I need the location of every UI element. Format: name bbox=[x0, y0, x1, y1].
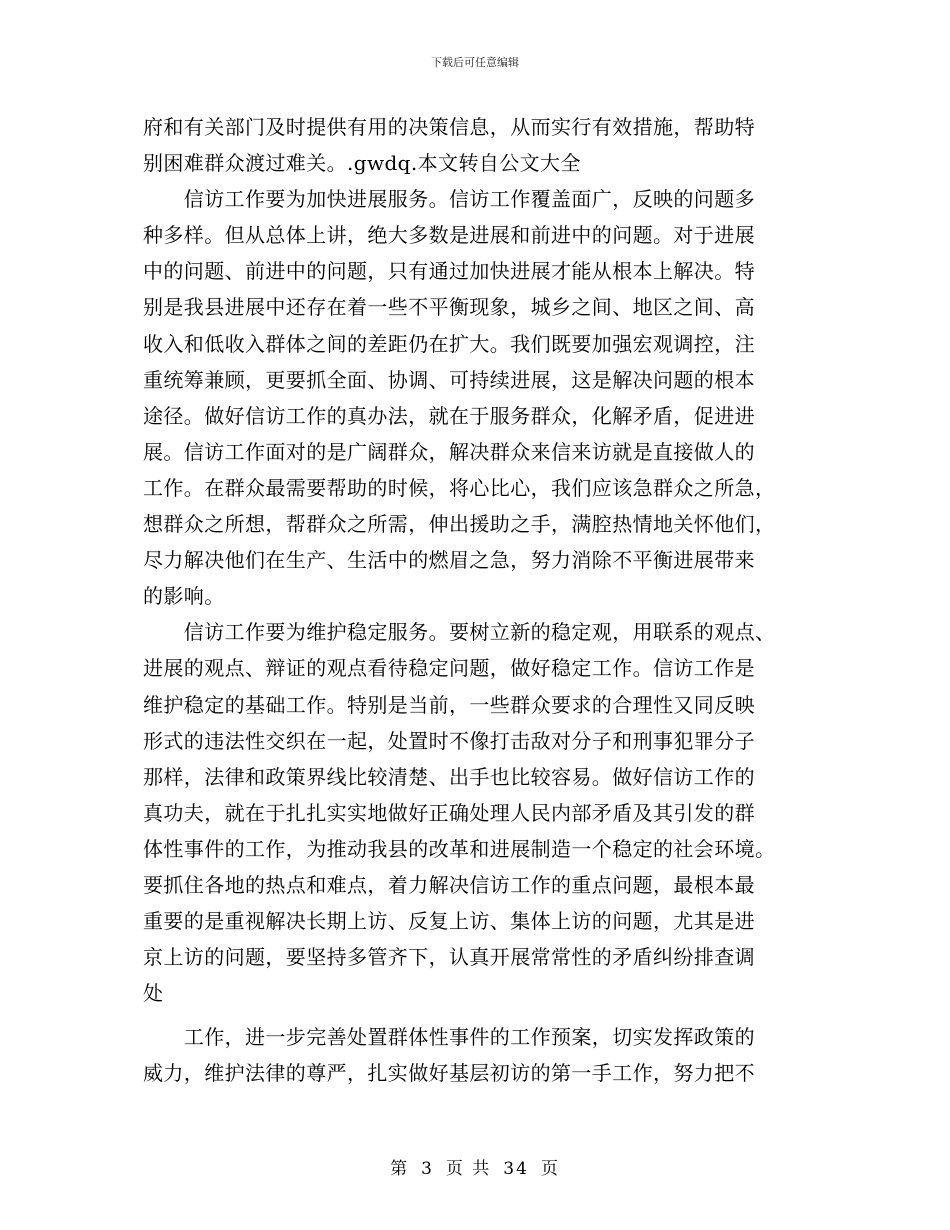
footer-total-pages: 34 bbox=[503, 1159, 529, 1179]
text-line: 那样，法律和政策界线比较清楚、出手也比较容易。做好信访工作的 bbox=[143, 764, 755, 789]
body-text bbox=[143, 109, 823, 1092]
text-line: 进展的观点、辩证的观点看待稳定问题，做好稳定工作。信访工作是 bbox=[143, 656, 755, 681]
text-line: 要抓住各地的热点和难点，着力解决信访工作的重点问题，最根本最 bbox=[143, 872, 755, 897]
page-header: 下载后可任意编辑 bbox=[431, 56, 519, 69]
text-line: 重要的是重视解决长期上访、反复上访、集体上访的问题，尤其是进 bbox=[143, 909, 755, 934]
text-line: 途径。做好信访工作的真办法，就在于服务群众，化解矛盾，促进进 bbox=[143, 403, 755, 428]
text-line: 处 bbox=[143, 981, 164, 1006]
text-line: 工作，进一步完善处置群体性事件的工作预案，切实发挥政策的 bbox=[143, 1025, 755, 1050]
text-line: 威力，维护法律的尊严，扎实做好基层初访的第一手工作，努力把不 bbox=[143, 1061, 755, 1086]
paragraph-gap bbox=[143, 1011, 823, 1019]
text-line: 收入和低收入群体之间的差距仍在扩大。我们既要加强宏观调控，注 bbox=[143, 331, 755, 356]
text-line: 想群众之所想，帮群众之所需，伸出援助之手，满腔热情地关怀他们， bbox=[143, 512, 776, 537]
text-line: 种多样。但从总体上讲，绝大多数是进展和前进中的问题。对于进展 bbox=[143, 223, 755, 248]
text-line: 体性事件的工作，为推动我县的改革和进展制造一个稳定的社会环境。 bbox=[143, 836, 776, 861]
footer-prefix: 第 bbox=[390, 1159, 410, 1179]
text-line: 尽力解决他们在生产、生活中的燃眉之急，努力消除不平衡进展带来 bbox=[143, 548, 755, 573]
text-line: 信访工作要为维护稳定服务。要树立新的稳定观，用联系的观点、 bbox=[143, 620, 776, 645]
text-line: 工作。在群众最需要帮助的时候，将心比心，我们应该急群众之所急， bbox=[143, 475, 776, 500]
text-line: 府和有关部门及时提供有用的决策信息，从而实行有效措施，帮助特 bbox=[143, 115, 755, 139]
text-line: 信访工作要为加快进展服务。信访工作覆盖面广，反映的问题多 bbox=[143, 187, 755, 212]
text-line: 别困难群众渡过难关。.gwdq.本文转自公文大全 bbox=[143, 151, 581, 176]
text-line: 真功夫，就在于扎扎实实地做好正确处理人民内部矛盾及其引发的群 bbox=[143, 800, 755, 825]
text-line: 别是我县进展中还存在着一些不平衡现象，城乡之间、地区之间、高 bbox=[143, 295, 755, 320]
page-footer bbox=[0, 1154, 950, 1179]
footer-suffix: 页 bbox=[540, 1159, 560, 1179]
text-line: 展。信访工作面对的是广阔群众，解决群众来信来访就是直接做人的 bbox=[143, 439, 755, 464]
text-line: 京上访的问题，要坚持多管齐下，认真开展常常性的矛盾纠纷排查调 bbox=[143, 945, 755, 970]
text-line: 的影响。 bbox=[143, 584, 225, 609]
footer-middle: 页 共 bbox=[445, 1159, 492, 1179]
text-line: 重统筹兼顾，更要抓全面、协调、可持续进展，这是解决问题的根本 bbox=[143, 367, 755, 392]
text-line: 形式的违法性交织在一起，处置时不像打击敌对分子和刑事犯罪分子 bbox=[143, 728, 755, 753]
footer-page-number: 3 bbox=[421, 1159, 434, 1179]
text-line: 维护稳定的基础工作。特别是当前，一些群众要求的合理性又同反映 bbox=[143, 692, 755, 717]
text-line: 中的问题、前进中的问题，只有通过加快进展才能从根本上解决。特 bbox=[143, 259, 755, 284]
